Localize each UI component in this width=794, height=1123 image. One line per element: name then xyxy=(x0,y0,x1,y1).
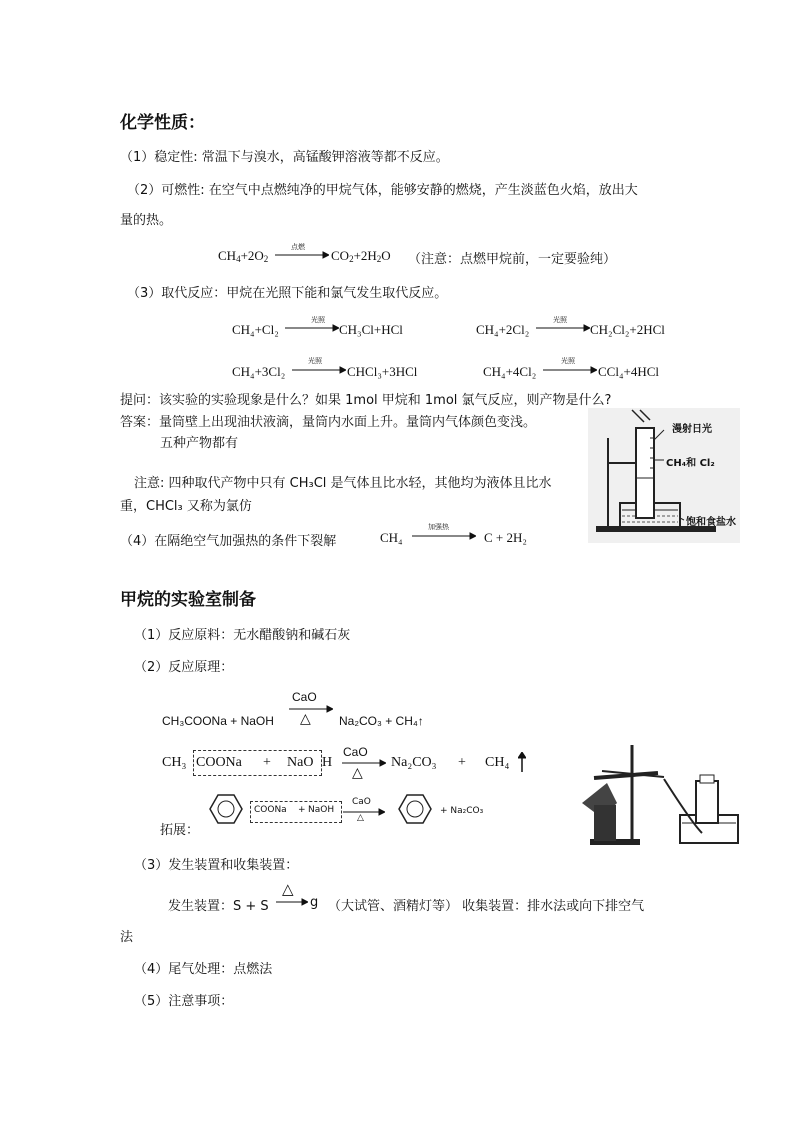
heat-symbol: △ xyxy=(300,710,311,726)
ignite-condition: 点燃 xyxy=(291,243,305,251)
apparatus-description: 发生装置：S + S xyxy=(168,899,269,914)
note-text: 注意: 四种取代产物中只有 CH₃Cl 是气体且比水轻，其他均为液体且比水 xyxy=(134,476,552,491)
reaction-arrow xyxy=(342,759,386,767)
exhaust-paragraph: （4）尾气处理：点燃法 xyxy=(134,962,273,977)
benzene-ring-icon xyxy=(397,793,433,825)
apparatus-paragraph: （3）发生装置和收集装置： xyxy=(134,858,299,873)
cracking-products: C + 2H₂ xyxy=(484,530,527,545)
substitution-3-reactants: CH₄+3Cl₂ xyxy=(232,364,286,379)
reaction-arrow xyxy=(285,324,339,332)
apparatus-description-end: 法 xyxy=(120,930,134,945)
combustion-equation: $CH_4+2O_2$ xyxy=(218,248,269,264)
benzene-ring-icon xyxy=(208,793,244,825)
principle-paragraph: （2）反应原理： xyxy=(134,660,234,675)
substitution-2-reactants: CH₄+2Cl₂ xyxy=(476,322,530,337)
heat-symbol: △ xyxy=(357,813,364,823)
apparatus-drawing xyxy=(572,743,742,848)
extension-label: 拓展： xyxy=(160,823,200,838)
reaction-arrow xyxy=(536,324,590,332)
plus-sign: + xyxy=(263,755,271,770)
substitution-paragraph: （3）取代反应：甲烷在光照下能和氯气发生取代反应。 xyxy=(127,286,448,301)
light-condition: 光照 xyxy=(308,357,322,365)
methane-product: CH₄ xyxy=(485,755,510,770)
question-text: 提问：该实验的实验现象是什么？如果 1mol 甲烷和 1mol 氯气反应，则产物是什么? xyxy=(120,393,612,408)
substitution-3-products: CHCl₃+3HCl xyxy=(347,364,418,379)
cracking-reactant: CH₄ xyxy=(380,530,403,545)
precautions-paragraph: （5）注意事项： xyxy=(134,994,234,1009)
flammability-paragraph-cont: 量的热。 xyxy=(120,213,173,228)
substitution-1-reactants: CH₄+Cl₂ xyxy=(232,322,279,337)
heat-symbol: △ xyxy=(352,764,363,780)
preparation-apparatus-figure xyxy=(572,743,742,848)
hydrogen-atom: H xyxy=(322,755,333,770)
gas-letter: g xyxy=(310,895,319,910)
cracking-paragraph: （4）在隔绝空气加强热的条件下裂解 xyxy=(120,534,337,549)
substitution-4-reactants: CH₄+4Cl₂ xyxy=(483,364,537,379)
flammability-paragraph: （2）可燃性: 在空气中点燃纯净的甲烷气体，能够安静的燃烧，产生淡蓝色火焰，放出大 xyxy=(127,183,638,198)
figure-label-brine: 饱和食盐水 xyxy=(686,517,736,528)
materials-paragraph: （1）反应原料：无水醋酸钠和碱石灰 xyxy=(134,628,351,643)
light-condition: 光照 xyxy=(561,357,575,365)
reaction-arrow xyxy=(292,366,346,374)
gas-arrow-icon xyxy=(518,752,526,772)
light-condition: 光照 xyxy=(311,316,325,324)
note-text-cont: 重，CHCl₃ 又称为氯仿 xyxy=(120,499,252,514)
cao-catalyst-label: CaO xyxy=(352,797,371,807)
ext-sodium-carbonate: + Na₂CO₃ xyxy=(440,806,484,816)
substitution-apparatus-figure xyxy=(588,408,740,543)
ext-coona-group: COONa xyxy=(254,805,287,815)
reaction-arrow xyxy=(543,366,597,374)
reaction-arrow xyxy=(289,705,333,713)
sodium-carbonate-product: Na₂CO₃ xyxy=(391,755,437,770)
equation-products: Na₂CO₃ + CH₄↑ xyxy=(339,714,424,728)
heat-symbol: △ xyxy=(282,881,294,898)
light-condition: 光照 xyxy=(553,316,567,324)
methyl-group: CH₃ xyxy=(162,755,187,770)
substitution-2-products: CH₂Cl₂+2HCl xyxy=(590,322,665,337)
substitution-4-products: CCl₄+4HCl xyxy=(598,364,659,379)
cao-catalyst-label: CaO xyxy=(292,690,317,704)
apparatus-description-cont: （大试管、酒精灯等） 收集装置：排水法或向下排空气 xyxy=(328,899,645,914)
answer-text: 答案：量筒壁上出现油状液滴，量筒内水面上升。量筒内气体颜色变浅。 xyxy=(120,415,537,430)
nao-group: NaO xyxy=(287,755,314,770)
reaction-arrow xyxy=(343,808,385,816)
figure-label-sunlight: 漫射日光 xyxy=(672,424,712,435)
plus-sign: + xyxy=(458,755,466,770)
substitution-1-products: CH₃Cl+HCl xyxy=(339,322,403,337)
ext-naoh-group: NaOH xyxy=(308,805,335,815)
equation-reactants: CH₃COONa + NaOH xyxy=(162,714,274,728)
reaction-arrow xyxy=(412,532,476,540)
coona-group: COONa xyxy=(196,755,242,770)
reaction-arrow xyxy=(276,898,308,906)
strong-heat-condition: 加强热 xyxy=(428,523,449,531)
combustion-products: $CO_2+2H_2O$ xyxy=(331,248,391,264)
cao-catalyst-label: CaO xyxy=(343,745,368,759)
reaction-arrow xyxy=(275,251,329,259)
combustion-note: （注意：点燃甲烷前，一定要验纯） xyxy=(408,252,617,267)
section-heading-chemical-properties: 化学性质： xyxy=(120,113,205,133)
answer-text-cont: 五种产物都有 xyxy=(160,436,239,451)
figure-label-gas: CH₄和 Cl₂ xyxy=(666,458,715,469)
ext-plus-sign: + xyxy=(298,805,306,815)
stability-paragraph: （1）稳定性: 常温下与溴水，高锰酸钾溶液等都不反应。 xyxy=(120,150,449,165)
section-heading-lab-preparation: 甲烷的实验室制备 xyxy=(120,590,256,610)
